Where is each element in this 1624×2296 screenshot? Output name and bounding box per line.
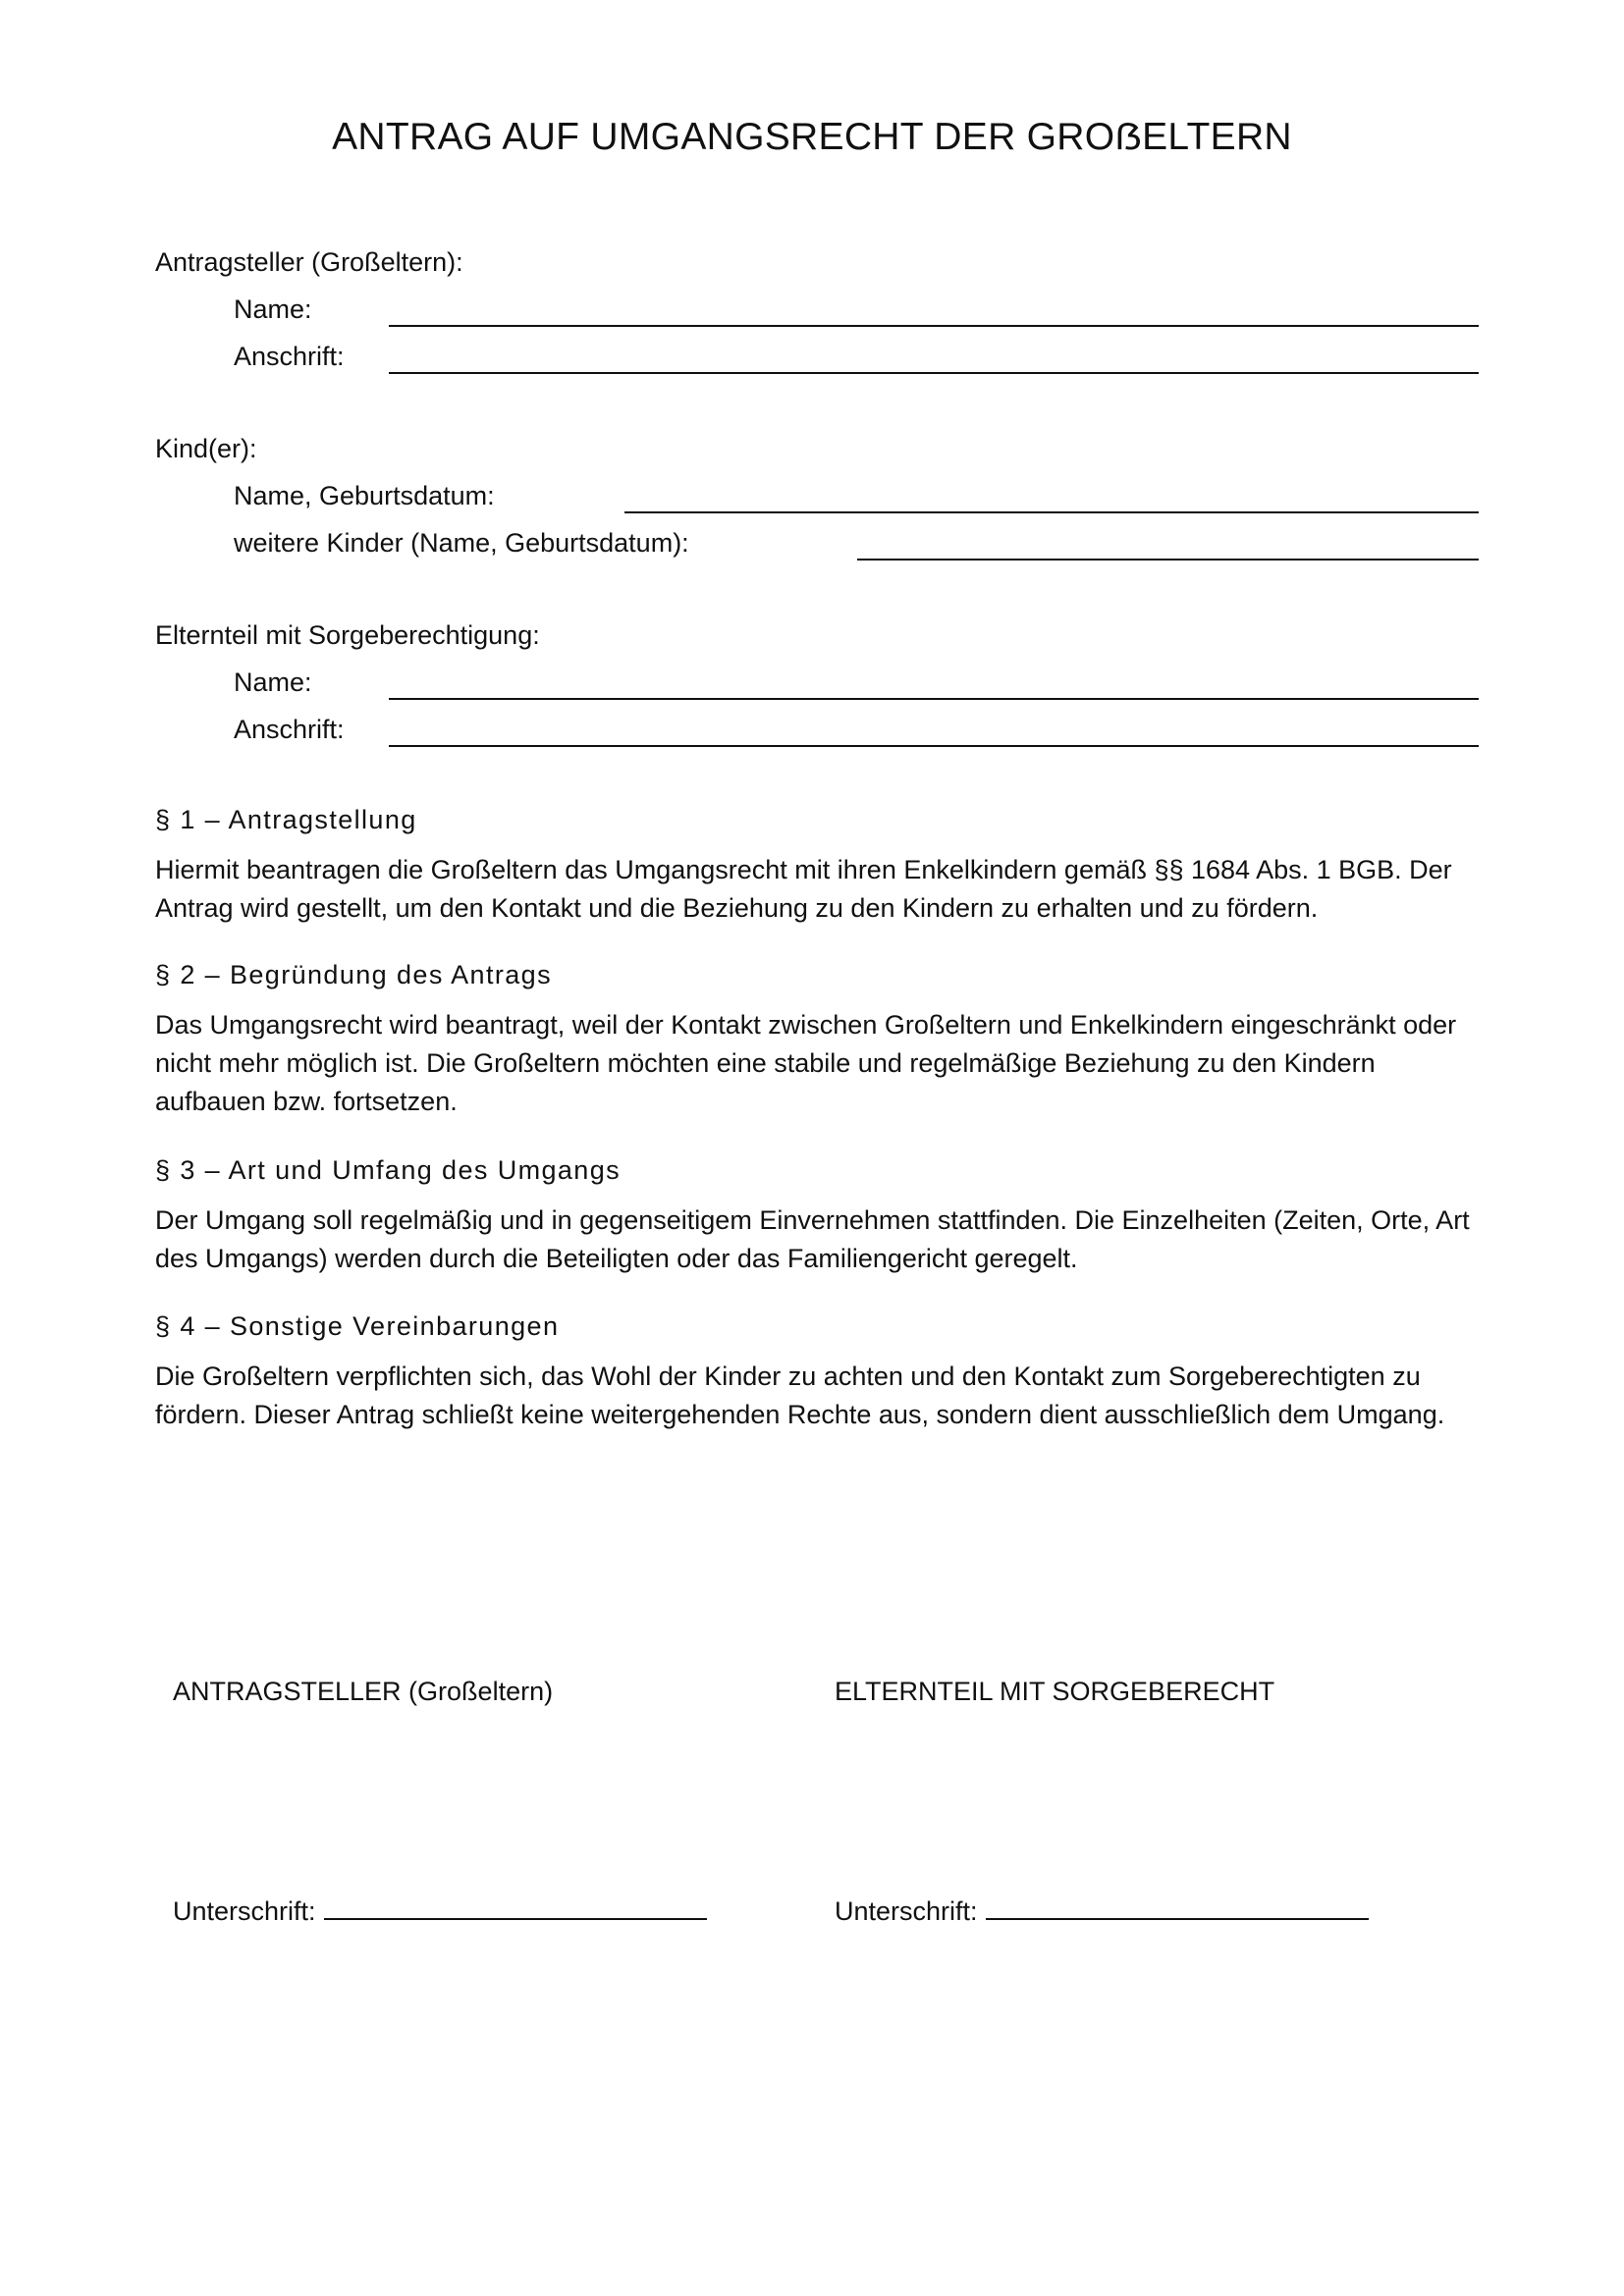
section-1-heading: § 1 – Antragstellung <box>155 805 417 834</box>
section-1-text: Hiermit beantragen die Großeltern das Umgangsrecht mit ihren Enkelkindern gemäß §§ 1684 Abs. 1 BGB. Der Antrag wird gestellt, um den Kontakt und die Beziehung zu den Kindern zu erhalten und zu fördern. <box>155 855 1452 923</box>
child-name-dob-label: Name, Geburtsdatum: <box>234 481 495 510</box>
custodial-parent-address-label: Anschrift: <box>234 715 345 744</box>
applicant-address-field[interactable] <box>389 372 1479 374</box>
parent-signature-row <box>835 1895 1369 1927</box>
custodial-parent-name-label: Name: <box>234 667 312 697</box>
section-3-text: Der Umgang soll regelmäßig und in gegenseitigem Einvernehmen stattfinden. Die Einzelheiten (Zeiten, Orte, Art des Umgangs) werden durch die Beteiligten oder das Familiengericht geregelt. <box>155 1205 1470 1273</box>
applicant-address-label: Anschrift: <box>234 342 345 371</box>
children-heading: Kind(er): <box>155 434 257 463</box>
custodial-parent-heading: Elternteil mit Sorgeberechtigung: <box>155 620 540 650</box>
applicant-heading: Antragsteller (Großeltern): <box>155 247 463 277</box>
child-name-dob-field[interactable] <box>624 511 1479 513</box>
parent-signature-field[interactable] <box>986 1895 1369 1920</box>
parent-signature-heading: ELTERNTEIL MIT SORGEBERECHT <box>835 1677 1275 1706</box>
applicant-signature-heading: ANTRAGSTELLER (Großeltern) <box>173 1677 554 1706</box>
custodial-parent-address-field[interactable] <box>389 745 1479 747</box>
section-2-text: Das Umgangsrecht wird beantragt, weil der Kontakt zwischen Großeltern und Enkelkindern eingeschränkt oder nicht mehr möglich ist. Die Großeltern möchten eine stabile und regelmäßige Beziehung zu den Kindern aufbauen bzw. fortsetzen. <box>155 1010 1457 1116</box>
section-4-text: Die Großeltern verpflichten sich, das Wohl der Kinder zu achten und den Kontakt zum Sorgeberechtigten zu fördern. Dieser Antrag schließt keine weitergehenden Rechte aus, sondern dient ausschließlich dem Umgang. <box>155 1362 1445 1429</box>
section-4-heading: § 4 – Sonstige Vereinbarungen <box>155 1311 560 1341</box>
more-children-label: weitere Kinder (Name, Geburtsdatum): <box>234 528 689 558</box>
more-children-field[interactable] <box>857 559 1479 561</box>
custodial-parent-name-field[interactable] <box>389 698 1479 700</box>
applicant-signature-label: Unterschrift: <box>173 1896 316 1926</box>
section-3-heading: § 3 – Art und Umfang des Umgangs <box>155 1155 622 1185</box>
applicant-name-label: Name: <box>234 294 312 324</box>
applicant-signature-row <box>173 1895 707 1927</box>
section-2-heading: § 2 – Begründung des Antrags <box>155 960 552 989</box>
applicant-name-field[interactable] <box>389 325 1479 327</box>
document-title: ANTRAG AUF UMGANGSRECHT DER GROẞELTERN <box>332 116 1292 158</box>
parent-signature-label: Unterschrift: <box>835 1896 978 1926</box>
applicant-signature-field[interactable] <box>324 1895 707 1920</box>
